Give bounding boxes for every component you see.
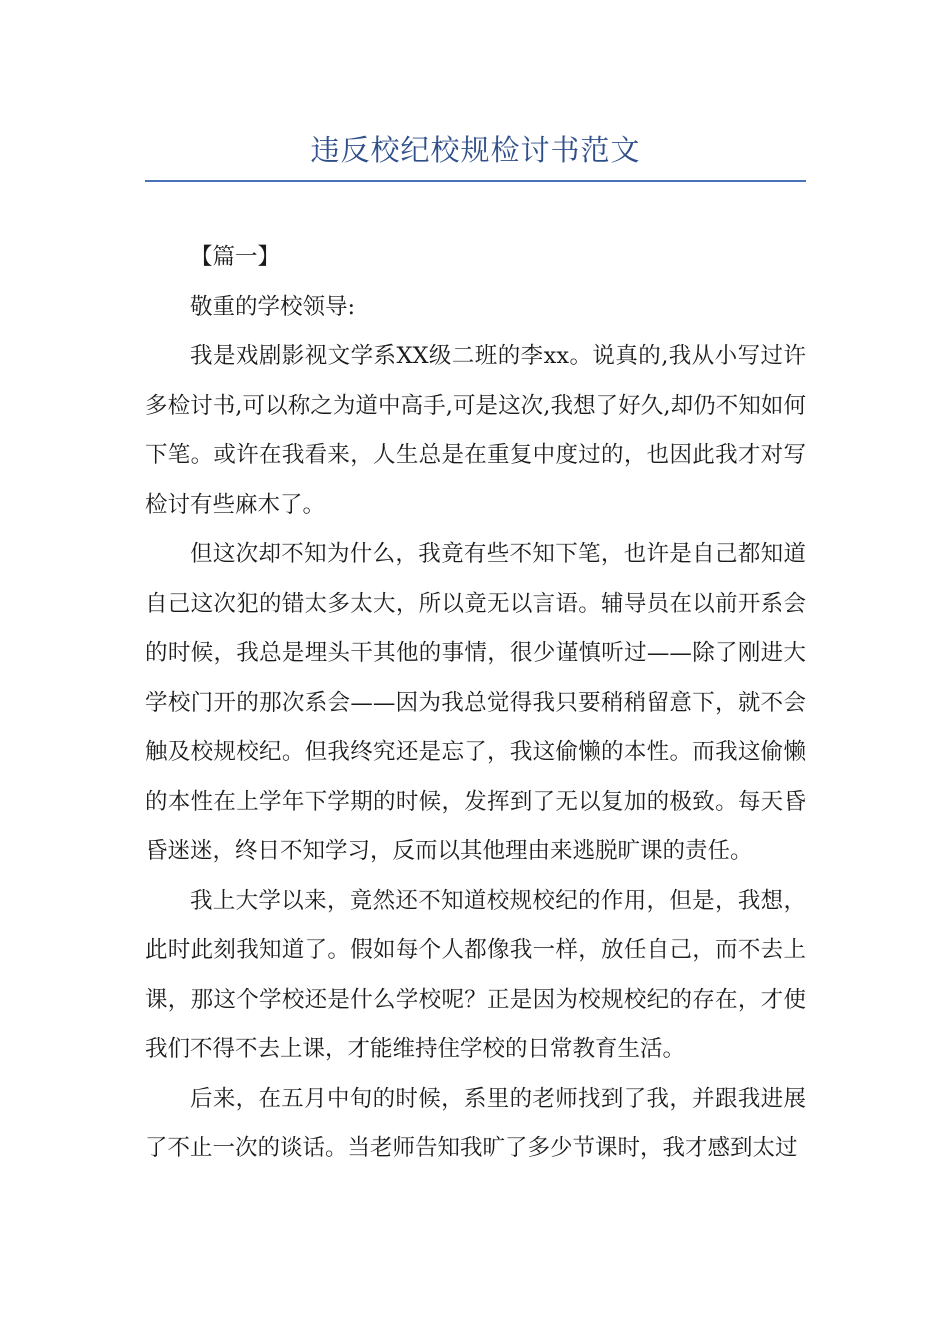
- paragraph: 但这次却不知为什么，我竟有些不知下笔，也许是自己都知道自己这次犯的错太多太大，所以竟无以言语。辅导员在以前开系会的时候，我总是埋头干其他的事情，很少谨慎听过——除了刚进大学校门开的那次系会——因为我总觉得我只要稍稍留意下，就不会触及校规校纪。但我终究还是忘了，我这偷懒的本性。而我这偷懒的本性在上学年下学期的时候，发挥到了无以复加的极致。每天昏昏迷迷，终日不知学习，反而以其他理由来逃脱旷课的责任。: [145, 541, 806, 864]
- document-body: [145, 233, 806, 1174]
- section-heading: 【篇一】: [190, 244, 281, 270]
- title-underline: [145, 180, 806, 182]
- paragraph: 我上大学以来，竟然还不知道校规校纪的作用，但是，我想，此时此刻我知道了。假如每个人都像我一样，放任自己，而不去上课，那这个学校还是什么学校呢？正是因为校规校纪的存在，才使我们不得不去上课，才能维持住学校的日常教育生活。: [145, 887, 806, 1062]
- salutation: 敬重的学校领导:: [190, 293, 356, 320]
- paragraph: 我是戏剧影视文学系XX级二班的李xx。说真的,我从小写过许多检讨书,可以称之为道中高手,可是这次,我想了好久,却仍不知如何下笔。或许在我看来，人生总是在重复中度过的，也因此我才对写检讨有些麻木了。: [145, 343, 806, 518]
- paragraph: 后来，在五月中旬的时候，系里的老师找到了我，并跟我进展了不止一次的谈话。当老师告知我旷了多少节课时，我才感到太过: [145, 1085, 806, 1161]
- document-title: 违反校纪校规检讨书范文: [310, 133, 641, 167]
